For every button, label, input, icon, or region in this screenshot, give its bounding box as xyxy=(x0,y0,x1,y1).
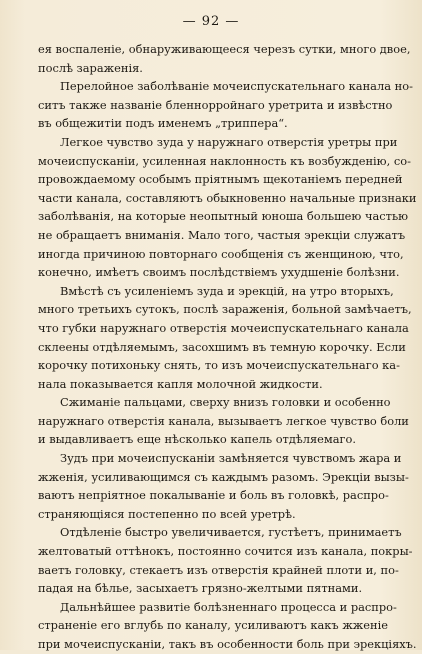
text-line: въ общежитіи подъ именемъ „триппера“. xyxy=(38,116,288,131)
text-line: мочеиспусканіи, усиленная наклонность къ возбужденію, со- xyxy=(38,153,411,168)
text-line: страняющіяся постепенно по всей уретрѣ. xyxy=(38,506,296,521)
text-line: корочку потихоньку снять, то изъ мочеиспускательнаго ка- xyxy=(38,358,400,373)
text-line: Вмѣстѣ съ усиленіемъ зуда и эрекцій, на утро вторыхъ, xyxy=(60,283,394,298)
paragraph xyxy=(38,133,417,282)
text-line: провождаемому особымъ пріятнымъ щекотаніемъ передней xyxy=(38,172,403,187)
text-line: Сжиманіе пальцами, сверху внизъ головки и особенно xyxy=(60,395,391,410)
text-line: Дальнѣйшее развитіе болѣзненнаго процесса и распро- xyxy=(60,599,397,614)
text-line: при мочеиспусканіи, такъ въ особенности боль при эрекціяхъ. xyxy=(38,637,417,651)
paragraph xyxy=(38,449,409,523)
text-line: ея воспаленіе, обнаруживающееся черезъ сутки, много двое, xyxy=(38,42,411,56)
text-line: ваютъ непріятное покалываніе и боль въ головкѣ, распро- xyxy=(38,488,389,503)
text-line: Зудъ при мочеиспусканіи замѣняется чувствомъ жара и xyxy=(60,451,402,466)
text-line: наружнаго отверстія канала, вызываетъ легкое чувство боли xyxy=(38,413,409,428)
text-line: послѣ зараженія. xyxy=(38,60,143,75)
text-line: жженія, усиливающимся съ каждымъ разомъ. Эрекціи вызы- xyxy=(38,469,409,484)
paragraph xyxy=(38,598,417,654)
text-line: что губки наружнаго отверстія мочеиспускательнаго канала xyxy=(38,320,409,335)
paragraph xyxy=(38,40,411,77)
paragraph xyxy=(38,393,409,449)
text-line: Легкое чувство зуда у наружнаго отверстія уретры при xyxy=(60,134,398,149)
text-line: Перелойное заболѣваніе мочеиспускательнаго канала но- xyxy=(60,79,413,94)
text-line: падая на бѣлье, засыхаетъ грязно-желтыми пятнами. xyxy=(38,581,363,596)
paragraph xyxy=(38,523,413,597)
text-line: ваетъ головку, стекаетъ изъ отверстія крайней плоти и, по- xyxy=(38,562,399,577)
text-line: части канала, составляютъ обыкновенно начальные признаки xyxy=(38,190,417,205)
text-line: заболѣванія, на которые неопытный юноша большею частью xyxy=(38,209,409,224)
text-line: не обращаетъ вниманія. Мало того, частыя эрекціи служатъ xyxy=(38,227,406,242)
text-line: страненіе его вглубь по каналу, усиливаютъ какъ жженіе xyxy=(38,618,388,633)
text-line: желтоватый оттѣнокъ, постоянно сочится изъ канала, покры- xyxy=(38,544,413,559)
text-line: много третьихъ сутокъ, послѣ зараженія, больной замѣчаетъ, xyxy=(38,302,412,317)
text-line: ситъ также названіе бленнорройнаго уретрита и извѣстно xyxy=(38,97,393,112)
text-line: и выдавливаетъ еще нѣсколько капель отдѣляемаго. xyxy=(38,432,356,447)
text-line: иногда причиною повторнаго сообщенія съ женщиною, что, xyxy=(38,246,404,261)
page-number: — 92 — xyxy=(182,14,240,29)
page-text xyxy=(38,40,417,654)
text-line: нала показывается капля молочной жидкости. xyxy=(38,376,323,391)
text-line: склеены отдѣляемымъ, засохшимъ въ темную корочку. Если xyxy=(38,339,406,354)
paragraph xyxy=(38,77,413,133)
paragraph xyxy=(38,282,412,394)
text-line: конечно, имѣетъ своимъ послѣдствіемъ ухудшеніе болѣзни. xyxy=(38,265,400,280)
text-line: Отдѣленіе быстро увеличивается, густѣетъ, принимаетъ xyxy=(60,525,402,540)
